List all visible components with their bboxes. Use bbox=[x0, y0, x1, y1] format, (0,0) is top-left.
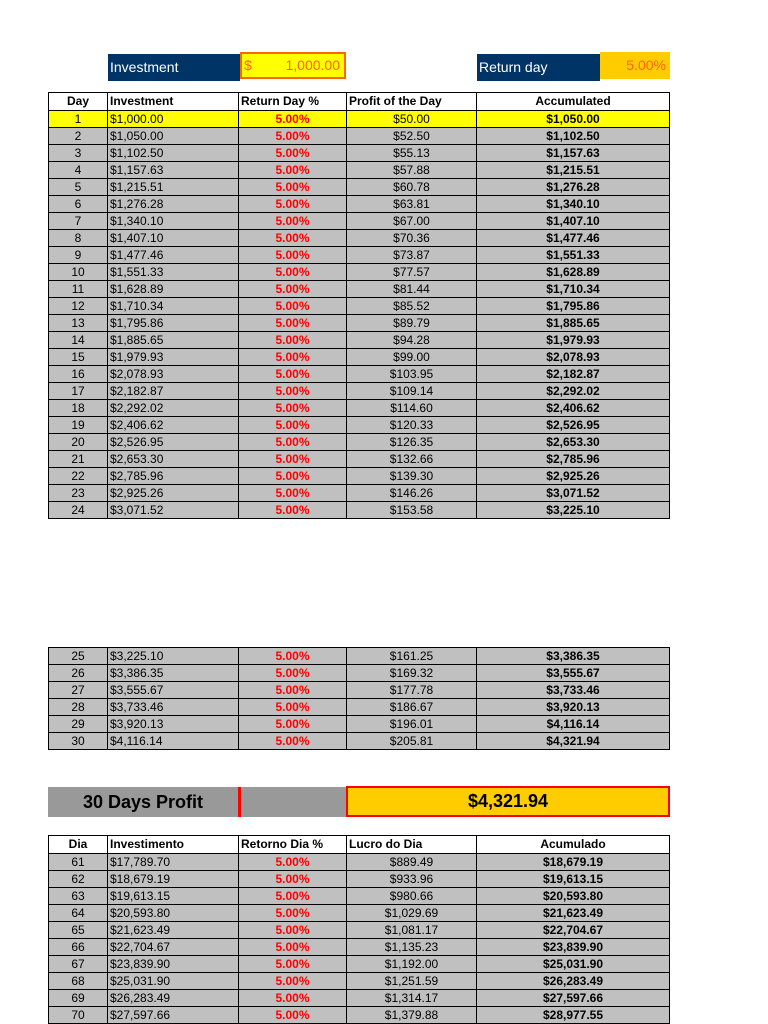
profit-cell[interactable]: $109.14 bbox=[347, 383, 477, 400]
investment-cell[interactable]: $25,031.90 bbox=[108, 973, 239, 990]
return-rate-cell[interactable]: 5.00% bbox=[239, 939, 347, 956]
return-day-label: Return day bbox=[477, 54, 600, 81]
accumulated-cell[interactable]: $2,526.95 bbox=[477, 417, 670, 434]
profit-cell[interactable]: $81.44 bbox=[347, 281, 477, 298]
investment-cell[interactable]: $1,157.63 bbox=[108, 162, 239, 179]
return-rate-cell[interactable]: 5.00% bbox=[239, 366, 347, 383]
accumulated-cell[interactable]: $3,386.35 bbox=[477, 648, 670, 665]
accumulated-cell[interactable]: $1,157.63 bbox=[477, 145, 670, 162]
profit-cell[interactable]: $933.96 bbox=[347, 871, 477, 888]
investment-cell[interactable]: $1,885.65 bbox=[108, 332, 239, 349]
investment-cell[interactable]: $1,628.89 bbox=[108, 281, 239, 298]
profit-cell[interactable]: $139.30 bbox=[347, 468, 477, 485]
investment-cell[interactable]: $3,386.35 bbox=[108, 665, 239, 682]
profit-cell[interactable]: $161.25 bbox=[347, 648, 477, 665]
investment-cell[interactable]: $22,704.67 bbox=[108, 939, 239, 956]
table-row bbox=[49, 939, 670, 956]
table-row bbox=[49, 111, 670, 128]
investment-cell[interactable]: $2,653.30 bbox=[108, 451, 239, 468]
day-cell[interactable]: 64 bbox=[49, 905, 108, 922]
accumulated-cell[interactable]: $3,920.13 bbox=[477, 699, 670, 716]
investment-cell[interactable]: $2,925.26 bbox=[108, 485, 239, 502]
table-row bbox=[49, 485, 670, 502]
profit-cell[interactable]: $132.66 bbox=[347, 451, 477, 468]
return-rate-cell[interactable]: 5.00% bbox=[239, 298, 347, 315]
investment-cell[interactable]: $1,795.86 bbox=[108, 315, 239, 332]
profit-cell[interactable]: $177.78 bbox=[347, 682, 477, 699]
profit-cell[interactable]: $50.00 bbox=[347, 111, 477, 128]
accumulated-cell[interactable]: $3,225.10 bbox=[477, 502, 670, 519]
accumulated-cell[interactable]: $1,795.86 bbox=[477, 298, 670, 315]
accumulated-cell[interactable]: $1,551.33 bbox=[477, 247, 670, 264]
return-day-value[interactable]: 5.00% bbox=[600, 52, 670, 79]
day-cell[interactable]: 4 bbox=[49, 162, 108, 179]
table-row bbox=[49, 247, 670, 264]
return-rate-cell[interactable]: 5.00% bbox=[239, 854, 347, 871]
table-row bbox=[49, 145, 670, 162]
table-row bbox=[49, 417, 670, 434]
table-row bbox=[49, 451, 670, 468]
return-rate-cell[interactable]: 5.00% bbox=[239, 196, 347, 213]
table-row bbox=[49, 733, 670, 750]
table-row bbox=[49, 973, 670, 990]
investment-cell[interactable]: $1,979.93 bbox=[108, 349, 239, 366]
profit-cell[interactable]: $186.67 bbox=[347, 699, 477, 716]
return-rate-cell[interactable]: 5.00% bbox=[239, 179, 347, 196]
table-row bbox=[49, 888, 670, 905]
table-row bbox=[49, 298, 670, 315]
table-row bbox=[49, 1007, 670, 1024]
profit-cell[interactable]: $85.52 bbox=[347, 298, 477, 315]
investment-cell[interactable]: $2,406.62 bbox=[108, 417, 239, 434]
table-row bbox=[49, 699, 670, 716]
investment-cell[interactable]: $1,340.10 bbox=[108, 213, 239, 230]
day-cell[interactable]: 10 bbox=[49, 264, 108, 281]
day-cell[interactable]: 65 bbox=[49, 922, 108, 939]
investment-cell[interactable]: $2,078.93 bbox=[108, 366, 239, 383]
table-row bbox=[49, 854, 670, 871]
return-rate-cell[interactable]: 5.00% bbox=[239, 485, 347, 502]
column-header-dia: Dia bbox=[49, 836, 108, 854]
summary-label: 30 Days Profit bbox=[48, 787, 238, 817]
accumulated-cell[interactable]: $2,925.26 bbox=[477, 468, 670, 485]
investment-cell[interactable]: $19,613.15 bbox=[108, 888, 239, 905]
investment-cell[interactable]: $26,283.49 bbox=[108, 990, 239, 1007]
return-rate-cell[interactable]: 5.00% bbox=[239, 956, 347, 973]
return-rate-cell[interactable]: 5.00% bbox=[239, 162, 347, 179]
return-rate-cell[interactable]: 5.00% bbox=[239, 417, 347, 434]
investment-cell[interactable]: $1,710.34 bbox=[108, 298, 239, 315]
investment-cell[interactable]: $3,225.10 bbox=[108, 648, 239, 665]
profit-cell[interactable]: $57.88 bbox=[347, 162, 477, 179]
return-rate-cell[interactable]: 5.00% bbox=[239, 145, 347, 162]
profit-cell[interactable]: $196.01 bbox=[347, 716, 477, 733]
table-row bbox=[49, 179, 670, 196]
return-rate-cell[interactable]: 5.00% bbox=[239, 905, 347, 922]
day-cell[interactable]: 20 bbox=[49, 434, 108, 451]
profit-cell[interactable]: $980.66 bbox=[347, 888, 477, 905]
day-cell[interactable]: 22 bbox=[49, 468, 108, 485]
table-row bbox=[49, 162, 670, 179]
investment-cell[interactable]: $1,050.00 bbox=[108, 128, 239, 145]
investment-cell[interactable]: $1,477.46 bbox=[108, 247, 239, 264]
profit-cell[interactable]: $94.28 bbox=[347, 332, 477, 349]
investment-table-days-1-24 bbox=[48, 92, 670, 519]
return-rate-cell[interactable]: 5.00% bbox=[239, 400, 347, 417]
investment-cell[interactable]: $3,555.67 bbox=[108, 682, 239, 699]
column-header-day: Day bbox=[49, 93, 108, 111]
return-rate-cell[interactable]: 5.00% bbox=[239, 213, 347, 230]
table-row bbox=[49, 468, 670, 485]
accumulated-cell[interactable]: $1,710.34 bbox=[477, 281, 670, 298]
profit-cell[interactable]: $60.78 bbox=[347, 179, 477, 196]
profit-cell[interactable]: $120.33 bbox=[347, 417, 477, 434]
accumulated-cell[interactable]: $25,031.90 bbox=[477, 956, 670, 973]
accumulated-cell[interactable]: $2,653.30 bbox=[477, 434, 670, 451]
day-cell[interactable]: 7 bbox=[49, 213, 108, 230]
accumulated-cell[interactable]: $2,292.02 bbox=[477, 383, 670, 400]
accumulated-cell[interactable]: $22,704.67 bbox=[477, 922, 670, 939]
investment-cell[interactable]: $1,000.00 bbox=[108, 111, 239, 128]
return-rate-cell[interactable]: 5.00% bbox=[239, 247, 347, 264]
profit-cell[interactable]: $114.60 bbox=[347, 400, 477, 417]
return-rate-cell[interactable]: 5.00% bbox=[239, 682, 347, 699]
day-cell[interactable]: 66 bbox=[49, 939, 108, 956]
table-header-row bbox=[49, 836, 670, 854]
investment-cell[interactable]: $4,116.14 bbox=[108, 733, 239, 750]
table-row bbox=[49, 383, 670, 400]
profit-cell[interactable]: $73.87 bbox=[347, 247, 477, 264]
table-row bbox=[49, 281, 670, 298]
day-cell[interactable]: 23 bbox=[49, 485, 108, 502]
accumulated-cell[interactable]: $2,078.93 bbox=[477, 349, 670, 366]
table-row bbox=[49, 434, 670, 451]
summary-value[interactable]: $4,321.94 bbox=[346, 786, 670, 817]
investment-cell[interactable]: $3,733.46 bbox=[108, 699, 239, 716]
investment-value: 1,000.00 bbox=[285, 57, 340, 73]
accumulated-cell[interactable]: $3,071.52 bbox=[477, 485, 670, 502]
column-header-acumulado: Acumulado bbox=[477, 836, 670, 854]
profit-cell[interactable]: $1,251.59 bbox=[347, 973, 477, 990]
table-row bbox=[49, 196, 670, 213]
investment-table-days-61-70 bbox=[48, 835, 670, 1024]
accumulated-cell[interactable]: $18,679.19 bbox=[477, 854, 670, 871]
day-cell[interactable]: 21 bbox=[49, 451, 108, 468]
return-rate-cell[interactable]: 5.00% bbox=[239, 990, 347, 1007]
return-rate-cell[interactable]: 5.00% bbox=[239, 264, 347, 281]
day-cell[interactable]: 3 bbox=[49, 145, 108, 162]
return-rate-cell[interactable]: 5.00% bbox=[239, 383, 347, 400]
profit-cell[interactable]: $67.00 bbox=[347, 213, 477, 230]
return-rate-cell[interactable]: 5.00% bbox=[239, 665, 347, 682]
day-cell[interactable]: 5 bbox=[49, 179, 108, 196]
day-cell[interactable]: 63 bbox=[49, 888, 108, 905]
accumulated-cell[interactable]: $1,477.46 bbox=[477, 230, 670, 247]
return-rate-cell[interactable]: 5.00% bbox=[239, 451, 347, 468]
investment-cell[interactable]: $3,920.13 bbox=[108, 716, 239, 733]
profit-cell[interactable]: $1,379.88 bbox=[347, 1007, 477, 1024]
accumulated-cell[interactable]: $2,182.87 bbox=[477, 366, 670, 383]
day-cell[interactable]: 17 bbox=[49, 383, 108, 400]
return-rate-cell[interactable]: 5.00% bbox=[239, 332, 347, 349]
column-header-lucro-do-dia: Lucro do Dia bbox=[347, 836, 477, 854]
day-cell[interactable]: 15 bbox=[49, 349, 108, 366]
table-row bbox=[49, 400, 670, 417]
return-rate-cell[interactable]: 5.00% bbox=[239, 716, 347, 733]
accumulated-cell[interactable]: $28,977.55 bbox=[477, 1007, 670, 1024]
return-rate-cell[interactable]: 5.00% bbox=[239, 349, 347, 366]
accumulated-cell[interactable]: $26,283.49 bbox=[477, 973, 670, 990]
profit-cell[interactable]: $63.81 bbox=[347, 196, 477, 213]
return-rate-cell[interactable]: 5.00% bbox=[239, 1007, 347, 1024]
investment-cell[interactable]: $1,215.51 bbox=[108, 179, 239, 196]
investment-cell[interactable]: $3,071.52 bbox=[108, 502, 239, 519]
accumulated-cell[interactable]: $4,321.94 bbox=[477, 733, 670, 750]
investment-currency: $ bbox=[244, 57, 252, 73]
column-header-investment: Investment bbox=[108, 93, 239, 111]
table-row bbox=[49, 905, 670, 922]
accumulated-cell[interactable]: $3,555.67 bbox=[477, 665, 670, 682]
day-cell[interactable]: 8 bbox=[49, 230, 108, 247]
accumulated-cell[interactable]: $1,979.93 bbox=[477, 332, 670, 349]
table-row bbox=[49, 665, 670, 682]
day-cell[interactable]: 14 bbox=[49, 332, 108, 349]
investment-cell[interactable]: $17,789.70 bbox=[108, 854, 239, 871]
return-rate-cell[interactable]: 5.00% bbox=[239, 468, 347, 485]
day-cell[interactable]: 61 bbox=[49, 854, 108, 871]
table-row bbox=[49, 922, 670, 939]
table-row bbox=[49, 332, 670, 349]
day-cell[interactable]: 26 bbox=[49, 665, 108, 682]
profit-cell[interactable]: $1,192.00 bbox=[347, 956, 477, 973]
day-cell[interactable]: 25 bbox=[49, 648, 108, 665]
accumulated-cell[interactable]: $2,785.96 bbox=[477, 451, 670, 468]
investment-cell[interactable]: $1,276.28 bbox=[108, 196, 239, 213]
column-header-accumulated: Accumulated bbox=[477, 93, 670, 111]
investment-value-cell[interactable] bbox=[240, 52, 346, 79]
column-header-profit-of-day: Profit of the Day bbox=[347, 93, 477, 111]
day-cell[interactable]: 9 bbox=[49, 247, 108, 264]
profit-cell[interactable]: $146.26 bbox=[347, 485, 477, 502]
profit-cell[interactable]: $153.58 bbox=[347, 502, 477, 519]
table-row bbox=[49, 956, 670, 973]
accumulated-cell[interactable]: $1,215.51 bbox=[477, 162, 670, 179]
profit-cell[interactable]: $55.13 bbox=[347, 145, 477, 162]
accumulated-cell[interactable]: $1,102.50 bbox=[477, 128, 670, 145]
day-cell[interactable]: 11 bbox=[49, 281, 108, 298]
day-cell[interactable]: 19 bbox=[49, 417, 108, 434]
return-rate-cell[interactable]: 5.00% bbox=[239, 434, 347, 451]
investment-cell[interactable]: $2,526.95 bbox=[108, 434, 239, 451]
day-cell[interactable]: 16 bbox=[49, 366, 108, 383]
accumulated-cell[interactable]: $19,613.15 bbox=[477, 871, 670, 888]
day-cell[interactable]: 27 bbox=[49, 682, 108, 699]
return-rate-cell[interactable]: 5.00% bbox=[239, 230, 347, 247]
day-cell[interactable]: 1 bbox=[49, 111, 108, 128]
table-row bbox=[49, 264, 670, 281]
return-rate-cell[interactable]: 5.00% bbox=[239, 888, 347, 905]
return-rate-cell[interactable]: 5.00% bbox=[239, 128, 347, 145]
profit-cell[interactable]: $1,029.69 bbox=[347, 905, 477, 922]
profit-cell[interactable]: $169.32 bbox=[347, 665, 477, 682]
day-cell[interactable]: 18 bbox=[49, 400, 108, 417]
day-cell[interactable]: 67 bbox=[49, 956, 108, 973]
day-cell[interactable]: 24 bbox=[49, 502, 108, 519]
table-row bbox=[49, 682, 670, 699]
investment-cell[interactable]: $27,597.66 bbox=[108, 1007, 239, 1024]
day-cell[interactable]: 70 bbox=[49, 1007, 108, 1024]
accumulated-cell[interactable]: $1,050.00 bbox=[477, 111, 670, 128]
return-rate-cell[interactable]: 5.00% bbox=[239, 281, 347, 298]
profit-cell[interactable]: $1,135.23 bbox=[347, 939, 477, 956]
profit-cell[interactable]: $70.36 bbox=[347, 230, 477, 247]
day-cell[interactable]: 62 bbox=[49, 871, 108, 888]
return-rate-cell[interactable]: 5.00% bbox=[239, 699, 347, 716]
day-cell[interactable]: 6 bbox=[49, 196, 108, 213]
table-row bbox=[49, 502, 670, 519]
return-rate-cell[interactable]: 5.00% bbox=[239, 648, 347, 665]
investment-cell[interactable]: $1,102.50 bbox=[108, 145, 239, 162]
table-row bbox=[49, 128, 670, 145]
accumulated-cell[interactable]: $20,593.80 bbox=[477, 888, 670, 905]
day-cell[interactable]: 69 bbox=[49, 990, 108, 1007]
investment-table-days-25-30 bbox=[48, 647, 670, 750]
day-cell[interactable]: 29 bbox=[49, 716, 108, 733]
return-rate-cell[interactable]: 5.00% bbox=[239, 315, 347, 332]
accumulated-cell[interactable]: $27,597.66 bbox=[477, 990, 670, 1007]
day-cell[interactable]: 28 bbox=[49, 699, 108, 716]
profit-cell[interactable]: $1,081.17 bbox=[347, 922, 477, 939]
return-rate-cell[interactable]: 5.00% bbox=[239, 973, 347, 990]
investment-cell[interactable]: $1,551.33 bbox=[108, 264, 239, 281]
profit-cell[interactable]: $205.81 bbox=[347, 733, 477, 750]
day-cell[interactable]: 2 bbox=[49, 128, 108, 145]
investment-cell[interactable]: $2,182.87 bbox=[108, 383, 239, 400]
day-cell[interactable]: 12 bbox=[49, 298, 108, 315]
column-header-retorno-dia: Retorno Dia % bbox=[239, 836, 347, 854]
return-rate-cell[interactable]: 5.00% bbox=[239, 922, 347, 939]
day-cell[interactable]: 30 bbox=[49, 733, 108, 750]
investment-cell[interactable]: $20,593.80 bbox=[108, 905, 239, 922]
table-row bbox=[49, 315, 670, 332]
investment-cell[interactable]: $23,839.90 bbox=[108, 956, 239, 973]
investment-cell[interactable]: $2,292.02 bbox=[108, 400, 239, 417]
day-cell[interactable]: 13 bbox=[49, 315, 108, 332]
accumulated-cell[interactable]: $1,407.10 bbox=[477, 213, 670, 230]
table-header-row bbox=[49, 93, 670, 111]
investment-cell[interactable]: $18,679.19 bbox=[108, 871, 239, 888]
day-cell[interactable]: 68 bbox=[49, 973, 108, 990]
accumulated-cell[interactable]: $1,885.65 bbox=[477, 315, 670, 332]
profit-cell[interactable]: $1,314.17 bbox=[347, 990, 477, 1007]
accumulated-cell[interactable]: $21,623.49 bbox=[477, 905, 670, 922]
investment-label: Investment bbox=[108, 54, 240, 81]
accumulated-cell[interactable]: $1,340.10 bbox=[477, 196, 670, 213]
profit-cell[interactable]: $99.00 bbox=[347, 349, 477, 366]
summary-spacer bbox=[241, 787, 346, 817]
table-row bbox=[49, 366, 670, 383]
table-row bbox=[49, 990, 670, 1007]
column-header-investimento: Investimento bbox=[108, 836, 239, 854]
return-rate-cell[interactable]: 5.00% bbox=[239, 733, 347, 750]
table-row bbox=[49, 213, 670, 230]
profit-cell[interactable]: $89.79 bbox=[347, 315, 477, 332]
table-row bbox=[49, 716, 670, 733]
accumulated-cell[interactable]: $2,406.62 bbox=[477, 400, 670, 417]
profit-cell[interactable]: $126.35 bbox=[347, 434, 477, 451]
table-row bbox=[49, 871, 670, 888]
table-row bbox=[49, 230, 670, 247]
accumulated-cell[interactable]: $1,276.28 bbox=[477, 179, 670, 196]
investment-cell[interactable]: $1,407.10 bbox=[108, 230, 239, 247]
profit-cell[interactable]: $889.49 bbox=[347, 854, 477, 871]
table-row bbox=[49, 349, 670, 366]
accumulated-cell[interactable]: $3,733.46 bbox=[477, 682, 670, 699]
return-rate-cell[interactable]: 5.00% bbox=[239, 871, 347, 888]
investment-cell[interactable]: $2,785.96 bbox=[108, 468, 239, 485]
table-row bbox=[49, 648, 670, 665]
column-header-return-day: Return Day % bbox=[239, 93, 347, 111]
return-rate-cell[interactable]: 5.00% bbox=[239, 111, 347, 128]
accumulated-cell[interactable]: $23,839.90 bbox=[477, 939, 670, 956]
profit-cell[interactable]: $52.50 bbox=[347, 128, 477, 145]
profit-cell[interactable]: $103.95 bbox=[347, 366, 477, 383]
accumulated-cell[interactable]: $1,628.89 bbox=[477, 264, 670, 281]
profit-cell[interactable]: $77.57 bbox=[347, 264, 477, 281]
investment-cell[interactable]: $21,623.49 bbox=[108, 922, 239, 939]
return-rate-cell[interactable]: 5.00% bbox=[239, 502, 347, 519]
accumulated-cell[interactable]: $4,116.14 bbox=[477, 716, 670, 733]
